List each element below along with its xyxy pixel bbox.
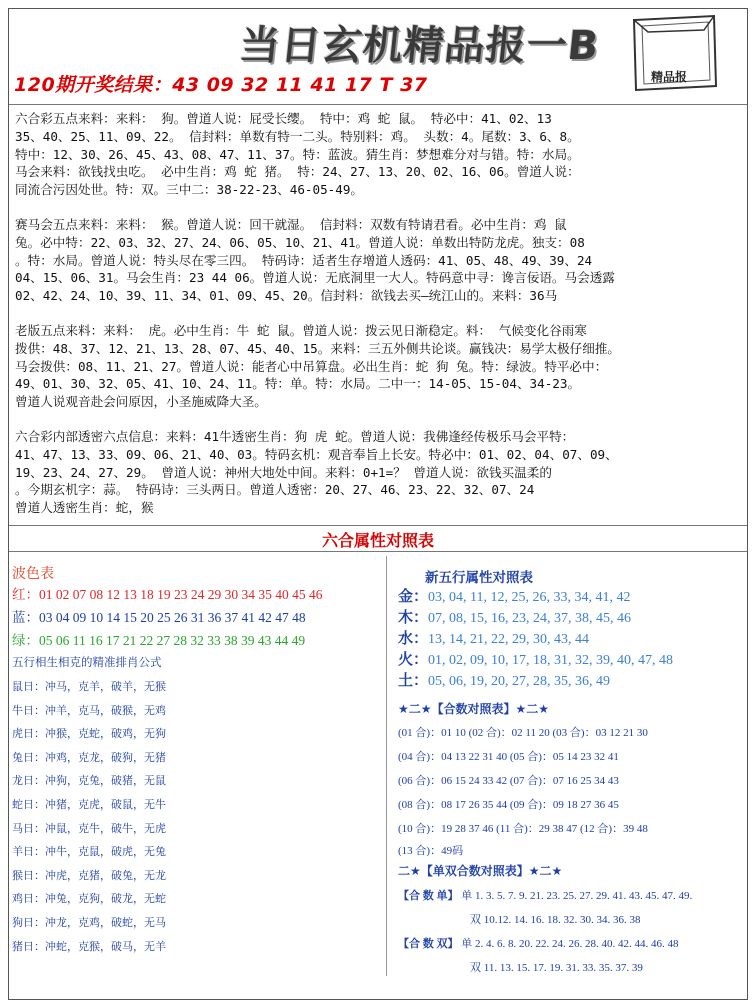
wuxing-heading: 新五行属性对照表 [425, 570, 533, 586]
combo-row: (01 合)：01 10 (02 合)：02 11 20 (03 合)：03 12 21 30 [398, 727, 648, 739]
prediction-text [15, 110, 745, 517]
formula-row: 兔日：冲鸡，克龙，破狗，无猪 [12, 750, 166, 764]
formula-row: 龙日：冲狗，克兔，破猪，无鼠 [12, 774, 166, 788]
text-line: 04、15、06、31。马会生肖：23 44 06。曾道人说：无底洞里一大人。特码意中寻：谗言佞语。马会透露 [15, 270, 615, 286]
text-line: 拨供：48、37、12、21、13、28、07、45、40、15。来料：三五外侧共论谈。赢钱决：易学太极仔细推。 [15, 340, 621, 356]
text-line: 。今期玄机字：蒜。 特码诗：三头两日。曾道人透密：20、27、46、23、22、32、07、24 [15, 482, 535, 498]
combo-row: (04 合)：04 13 22 31 40 (05 合)：05 14 23 32 41 [398, 751, 619, 763]
formula-row: 鼠日：冲马，克羊，破羊，无猴 [12, 680, 166, 693]
formula-row: 羊日：冲牛，克鼠，破虎，无兔 [12, 845, 166, 859]
text-line: 41、47、13、33、09、06、21、40、03。特码玄机：观音奉旨上长安。特必中：01、02、04、07、09、 [15, 446, 618, 462]
text-line: 。特：水局。曾道人说：特头尽在零三四。 特码诗：适者生存增道人透码：41、05、48、49、39、24 [15, 252, 593, 268]
combo-row: (10 合)：19 28 37 46 (11 合)：29 38 47 (12 合)：39 48 [398, 823, 648, 835]
wuxing-row-earth: 土：05, 06, 19, 20, 27, 28, 35, 36, 49 [398, 671, 611, 689]
even-sum-row-2: 双 11. 13. 15. 17. 19. 31. 33. 35. 37. 39 [470, 962, 643, 974]
text-line: 49、01、30、32、05、41、10、24、11。特：单。特：水局。二中一：14-05、15-04、34-23。 [15, 376, 581, 392]
wave-row-green: 绿：05 06 11 16 17 21 22 27 28 32 33 38 39 43 44 49 [12, 633, 306, 649]
draw-result: 120期开奖结果：43 09 32 11 41 17 T 37 [14, 74, 428, 96]
text-line: 同流合污因处世。特：双。三中二：38-22-23、46-05-49。 [15, 182, 364, 198]
combo-heading: ★二★【合数对照表】★二★ [398, 702, 550, 716]
attr-table-title: 六合属性对照表 [321, 531, 434, 550]
formula-row: 蛇日：冲猪，克虎，破鼠，无牛 [12, 798, 166, 811]
page-title: 当日玄机精品报一B [237, 23, 602, 69]
combo-row: (08 合)：08 17 26 35 44 (09 合)：09 18 27 36 45 [398, 799, 619, 811]
divider-line [9, 525, 747, 526]
book-label: 精品报 [651, 70, 688, 84]
formula-row: 狗日：冲龙，克鸡，破蛇，无马 [12, 916, 166, 929]
formula-heading: 五行相生相克的精准排肖公式 [12, 655, 162, 669]
wuxing-row-metal: 金：03, 04, 11, 12, 25, 26, 33, 34, 41, 42 [398, 587, 631, 605]
text-line: 曾道人说观音赴会问原因，小圣施威降大圣。 [15, 394, 267, 410]
text-line: 特中：12、30、26、45、43、08、47、11、37。特：蓝波。猜生肖：梦想难分对与错。特：水局。 [15, 146, 580, 162]
formula-row: 猴日：冲虎，克猪，破兔，无龙 [12, 868, 166, 882]
wave-color-heading: 波色表 [12, 566, 54, 582]
formula-row: 虎日：冲猴，克蛇，破鸡，无狗 [12, 727, 166, 741]
wave-row-blue: 蓝：03 04 09 10 14 15 20 25 26 31 36 37 41 42 47 48 [12, 610, 306, 626]
divider-line [9, 551, 747, 552]
wuxing-row-wood: 木：07, 08, 15, 16, 23, 24, 37, 38, 45, 46 [398, 608, 632, 626]
text-line: 六合彩内部透密六点信息：来料：41牛透密生肖：狗 虎 蛇。曾道人说：我佛逢经传极乐马会平特： [15, 428, 575, 444]
text-line: 马会来料：欲钱找虫吃。 必中生肖：鸡 蛇 猪。 特：24、27、13、20、02、16、06。曾道人说： [15, 164, 580, 180]
wuxing-row-fire: 火：01, 02, 09, 10, 17, 18, 31, 32, 39, 40, 47, 48 [398, 650, 674, 668]
formula-row: 鸡日：冲兔，克狗，破龙，无蛇 [12, 892, 166, 906]
text-line: 马会拨供：08、11、21、27。曾道人说：能者心中吊算盘。必出生肖：蛇 狗 兔。特：绿波。特平必中： [15, 358, 608, 374]
column-divider [386, 556, 387, 976]
formula-row: 马日：冲鼠，克牛，破牛，无虎 [12, 821, 166, 835]
formula-row: 猪日：冲蛇，克猴，破马，无羊 [12, 939, 166, 953]
divider-line [9, 104, 747, 105]
text-line: 六合彩五点来料：来料： 狗。曾道人说：屁受长缨。 特中：鸡 蛇 鼠。 特必中：41、02、13 [15, 111, 552, 126]
odd-even-heading: 二★【单双合数对照表】★二★ [398, 864, 563, 878]
text-line: 老版五点来料：来料： 虎。必中生肖：牛 蛇 鼠。曾道人说：拨云见日渐稳定。料： 气候变化谷雨寒 [15, 322, 587, 338]
even-sum-row: 【合 数 双】 单 2. 4. 6. 8. 20. 22. 24. 26. 28. 40. 42. 44. 46. 48 [398, 938, 679, 950]
text-line: 35、40、25、11、09、22。 信封料：单数有特一二头。特别料：鸡。 头数：4。尾数：3、6、8。 [15, 128, 580, 144]
text-line: 曾道人透密生肖：蛇，猴 [15, 500, 154, 516]
wave-row-red: 红：01 02 07 08 12 13 18 19 23 24 29 30 34 35 40 45 46 [12, 587, 323, 603]
odd-sum-row-2: 双 10.12. 14. 16. 18. 32. 30. 34. 36. 38 [470, 914, 641, 926]
text-line: 赛马会五点来料：来料： 猴。曾道人说：回干就湿。 信封料：双数有特请君看。必中生肖：鸡 鼠 [15, 216, 567, 232]
wuxing-row-water: 水：13, 14, 21, 22, 29, 30, 43, 44 [398, 629, 590, 647]
text-line: 19、23、24、27、29。 曾道人说：神州大地处中间。来料：0+1=？ 曾道人说：欲钱买温柔的 [15, 464, 552, 480]
text-line: 02、42、24、10、39、11、34、01、09、45、20。信封料：欲钱去买—统江山的。来料：36马 [15, 288, 558, 304]
odd-sum-row: 【合 数 单】 单 1. 3. 5. 7. 9. 21. 23. 25. 27. 29. 41. 43. 45. 47. 49. [398, 890, 693, 902]
text-line: 兔。必中特：22、03、32、27、24、06、05、10、21、41。曾道人说：单数出特防龙虎。独支：08 [15, 234, 585, 250]
combo-row: (06 合)：06 15 24 33 42 (07 合)：07 16 25 34 43 [398, 775, 619, 787]
combo-row: (13 合)：49码 [398, 845, 464, 857]
formula-row: 牛日：冲羊，克马，破猴，无鸡 [12, 703, 166, 717]
